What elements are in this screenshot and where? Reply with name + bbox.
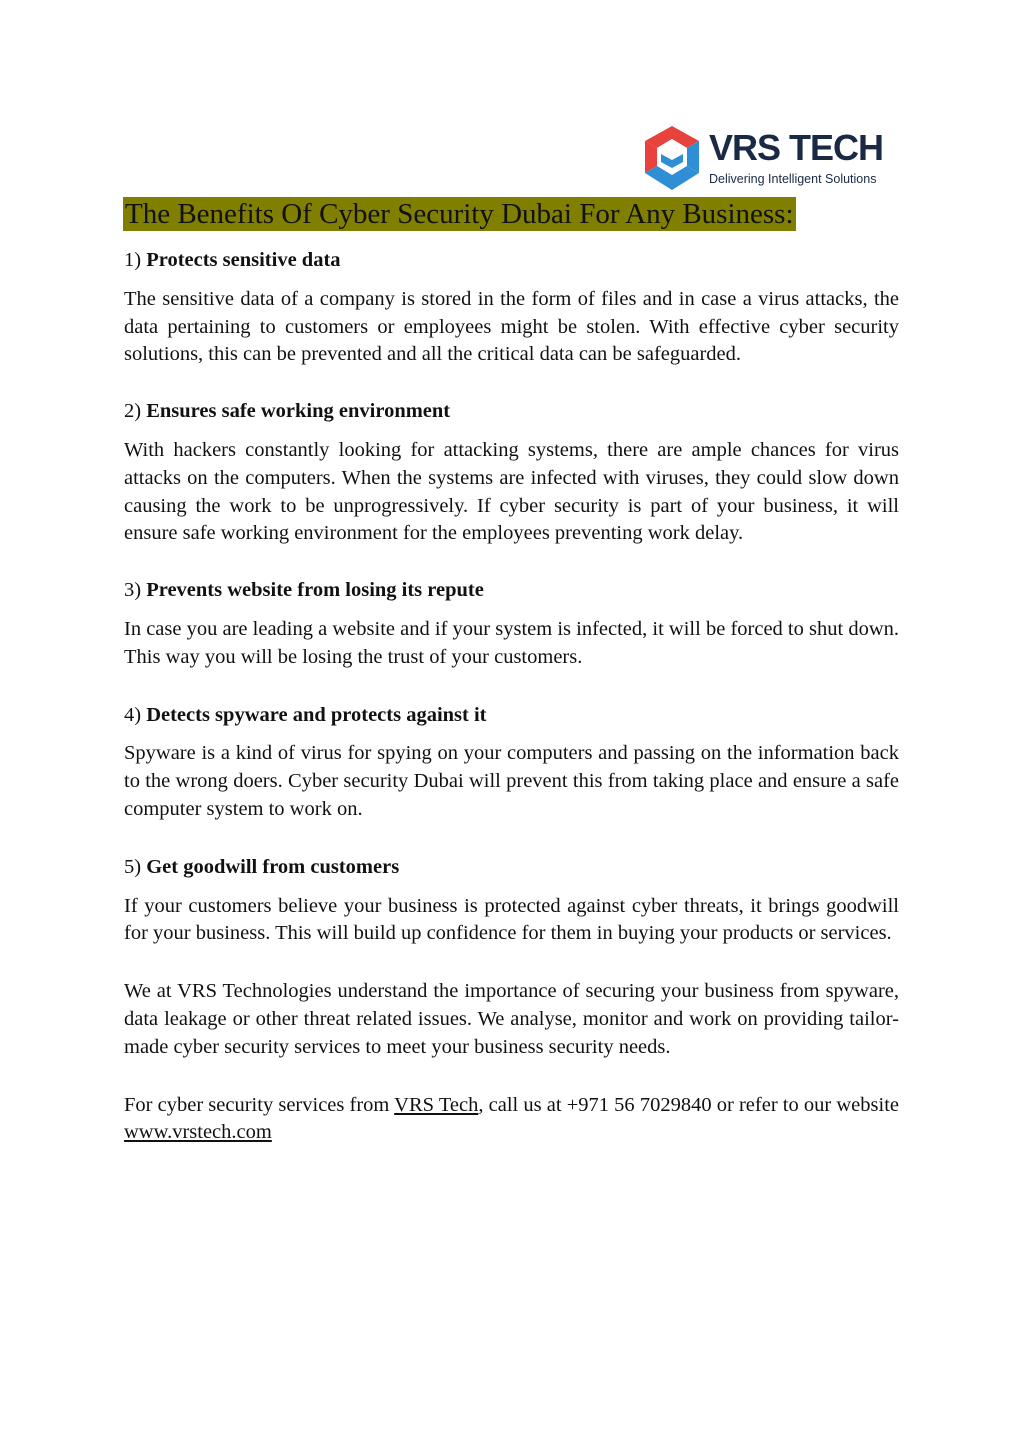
section-paragraph: The sensitive data of a company is stored in the form of files and in case a virus attacks, the data pertaining to customers or employees might be stolen. With effective cyber security solutions, this can be prevented and all the critical data can be safeguarded. [124,287,899,366]
website-link[interactable]: www.vrstech.com [124,1121,272,1144]
contact-paragraph [124,1092,899,1148]
section-title: Ensures safe working environment [146,400,451,423]
section-title: Protects sensitive data [146,249,341,271]
section-paragraph: With hackers constantly looking for attacking systems, there are ample chances for virus attacks on the computers. When the systems are infected with viruses, they could slow down causing the work to be unprogressively. If cyber security is part of your business, it will ensure safe working environment for the employees preventing work delay. [124,438,899,545]
section-title: Prevents website from losing its repute [146,579,484,602]
section-title: Get goodwill from customers [146,855,400,878]
section-heading [124,398,899,426]
contact-middle: , call us at +971 56 7029840 or refer to our website [478,1093,899,1116]
closing-paragraph: We at VRS Technologies understand the importance of securing your business from spyware, data leakage or other threat related issues. We analyse, monitor and work on providing tailor-made cyber security services to meet your business security needs. [124,980,899,1058]
section-number: 2) [124,400,147,423]
logo-cube-icon [641,124,703,192]
section-heading [124,854,899,882]
article-body [124,247,899,1147]
section-paragraph: Spyware is a kind of virus for spying on your computers and passing on the information back to the wrong doers. Cyber security Dubai will prevent this from taking place and ensure a safe computer system to work on. [124,742,899,820]
vrs-tech-link[interactable]: VRS Tech [394,1093,479,1116]
section-title: Detects spyware and protects against it [146,703,487,726]
section-number: 1) [124,249,147,271]
section-paragraph: If your customers believe your business is protected against cyber threats, it brings goodwill for your business. This will build up confidence for them in buying your products or services. [124,894,899,945]
contact-prefix: For cyber security services from [124,1093,395,1116]
section-heading [124,702,899,730]
section-heading [124,247,899,275]
company-logo [641,124,891,194]
logo-name: VRS TECH [709,127,884,168]
section-number: 4) [124,703,147,726]
page-title: The Benefits Of Cyber Security Dubai For Any Business: [125,198,794,230]
section-number: 3) [124,579,147,602]
section-number: 5) [124,855,147,878]
section-heading [124,577,899,605]
logo-tagline: Delivering Intelligent Solutions [709,172,877,186]
section-paragraph: In case you are leading a website and if your system is infected, it will be forced to shut down. This way you will be losing the trust of your customers. [124,617,899,668]
